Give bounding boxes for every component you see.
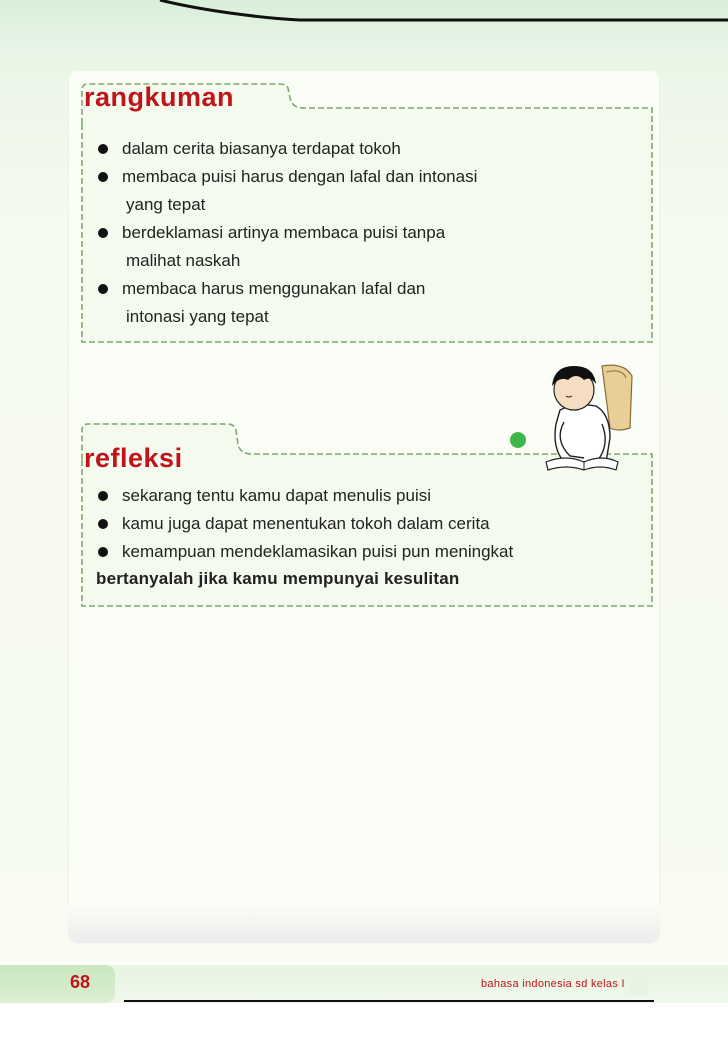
- bullet-icon: [98, 172, 108, 182]
- list-item-text: dalam cerita biasanya terdapat tokoh: [122, 139, 401, 158]
- bullet-icon: [98, 228, 108, 238]
- list-item: [94, 510, 634, 538]
- list-item: [94, 538, 634, 566]
- summary-list: [94, 135, 634, 331]
- page-number-tab: [0, 965, 115, 1003]
- list-item: [94, 163, 634, 219]
- list-item-text: berdeklamasi artinya membaca puisi tanpa: [122, 223, 446, 242]
- bullet-icon: [98, 491, 108, 501]
- list-item: [94, 135, 634, 163]
- reflection-list: [94, 482, 634, 566]
- top-band: [0, 0, 728, 52]
- list-item-text: membaca puisi harus dengan lafal dan intonasi: [122, 167, 478, 186]
- bullet-icon: [98, 284, 108, 294]
- list-item: [94, 219, 634, 275]
- footer-rule: [124, 1000, 654, 1002]
- list-item-text: kemampuan mendeklamasikan puisi pun meningkat: [122, 542, 514, 561]
- page-number: 68: [70, 972, 91, 992]
- content-panel-bottom: [68, 905, 660, 943]
- bullet-icon: [98, 547, 108, 557]
- book-title: bahasa indonesia sd kelas I: [481, 978, 625, 990]
- list-item-continuation: yang tepat: [126, 195, 206, 214]
- list-item-text: membaca harus menggunakan lafal dan: [122, 279, 426, 298]
- list-item-text: sekarang tentu kamu dapat menulis puisi: [122, 486, 432, 505]
- boy-reading-icon: [506, 358, 646, 480]
- bullet-icon: [98, 519, 108, 529]
- list-item: [94, 482, 634, 510]
- bullet-icon: [98, 144, 108, 154]
- closing-note: bertanyalah jika kamu mempunyai kesulitan: [96, 569, 460, 588]
- list-item: [94, 275, 634, 331]
- footer-end-block: [630, 973, 648, 995]
- top-stroke-decoration: [0, 0, 728, 52]
- reflection-heading: refleksi: [84, 443, 183, 473]
- list-item-continuation: intonasi yang tepat: [126, 307, 269, 326]
- list-item-continuation: malihat naskah: [126, 251, 241, 270]
- summary-heading: rangkuman: [84, 82, 235, 112]
- list-item-text: kamu juga dapat menentukan tokoh dalam cerita: [122, 514, 490, 533]
